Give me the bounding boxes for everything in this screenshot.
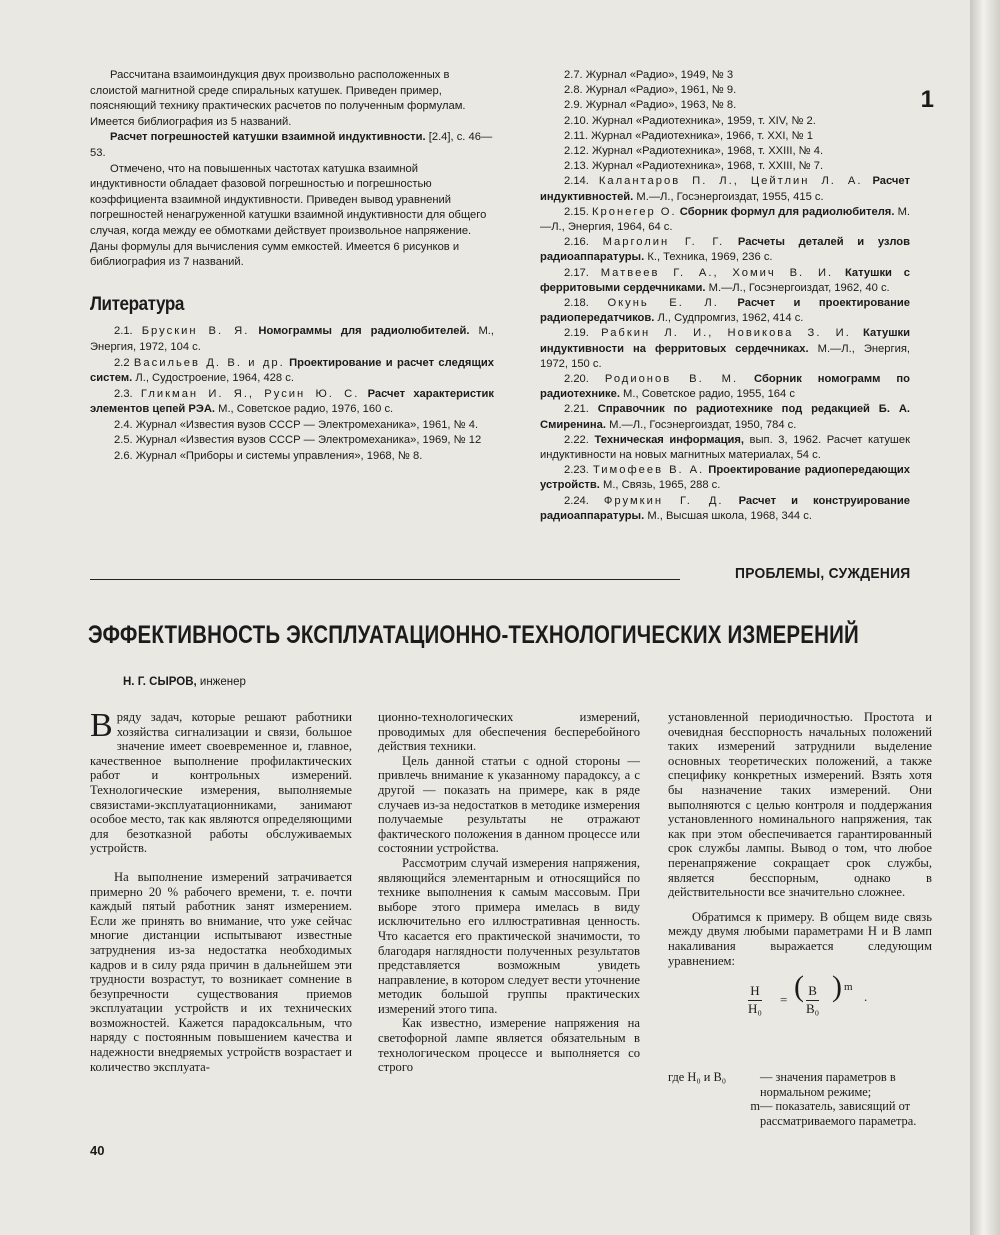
reference-title: Расчет индуктивностей. — [540, 175, 910, 203]
reference-number: 2.22. — [564, 433, 589, 446]
reference-details: Л., Судостроение, 1964, 428 с. — [132, 372, 294, 385]
reference-title: Расчет и конструирование радиоаппаратуры. — [540, 494, 911, 522]
reference-details: Журнал «Радиотехника», 1966, т. XXI, № 1 — [591, 129, 813, 142]
section-divider — [90, 579, 680, 580]
reference-title: Техническая информация, — [594, 433, 744, 446]
reference-title: Катушки с ферритовыми сердечниками. — [540, 266, 910, 294]
denominator-b0: B₀ — [806, 1000, 820, 1016]
reference-details: М., Энергия, 1972, 104 с. — [90, 325, 495, 353]
reference-item — [90, 324, 494, 355]
reference-details: М.—Л., Госэнергоиздат, 1962, 40 с. — [705, 281, 890, 294]
article-paragraph: На выполнение измерений затрачивается примерно 20 % рабочего времени, т. е. почти каждый пятый работник занят измерением. Если же принять во внимание, что уже сейчас многие дистанции испытывают известные затруднения из-за недостатка необходимых кадров и в силу ряда причин в дальнейшем эти трудности возрастут, то возникает сомнение в безупречности существования приемов эксплуатации устройств и их технических возможностей. Кажется парадоксальным, что наряду с постоянным повышением качества и надежности внедряемых устройств возрастает и количество эксплуата- — [90, 869, 352, 1074]
reference-number: 2.2 — [114, 356, 130, 369]
reference-details: Журнал «Радиотехника», 1968, т. XXIII, № 4. — [592, 145, 824, 158]
reference-details: М., Высшая школа, 1968, 344 с. — [644, 509, 812, 522]
reference-list-left — [90, 324, 494, 464]
reference-item — [540, 372, 910, 402]
reference-number: 2.15. — [564, 205, 589, 218]
reference-number: 2.6. — [114, 450, 133, 463]
reference-number: 2.17. — [564, 266, 589, 279]
page-number: 40 — [90, 1143, 105, 1158]
reference-item — [90, 387, 494, 418]
abstracts-column — [90, 68, 494, 465]
reference-item — [540, 114, 910, 129]
power-law-formula — [668, 970, 932, 1038]
page-gutter — [970, 0, 1000, 1235]
reference-title: Расчет характеристик элементов цепей РЭА. — [90, 387, 495, 416]
numerator-h: H — [748, 984, 762, 1001]
reference-number: 2.9. — [564, 99, 583, 112]
abstract-paragraph: Рассчитана взаимоиндукция двух произвольно расположенных в слоистой магнитной среде спиральных катушек. Приведен пример, поясняющий технику практических расчетов по полученным формулам. Имеется библиография из 5 названий. — [90, 69, 466, 128]
reference-number: 2.4. — [114, 418, 133, 431]
reference-details: Л., Судпромгиз, 1962, 414 с. — [654, 312, 804, 325]
reference-details: Журнал «Известия вузов СССР — Электромеханика», 1969, № 12 — [135, 434, 482, 447]
reference-details: Журнал «Радиотехника», 1968, т. XXIII, № 7. — [592, 160, 824, 173]
reference-number: 2.7. — [564, 69, 583, 81]
definition-symbols: где H₀ и B₀ — [668, 1070, 727, 1084]
formula-end-period: . — [864, 989, 868, 1005]
reference-item — [540, 296, 910, 326]
reference-details: М.—Л., Энергия, 1964, 64 с. — [540, 205, 911, 234]
reference-item — [540, 266, 910, 296]
reference-item — [540, 205, 910, 235]
reference-details: Журнал «Радио», 1961, № 9. — [585, 84, 737, 97]
paragraph-text: ряду задач, которые решают работники хозяйства сигнализации и связи, большое значение имеет своевременное и, главное, качественное выполнение профилактических работ и контрольных измерений. Технологические измерения, выполняемые связистами-эксплуатационниками, занимают особое место, так как являются определяющими для безотказной работы обслуживаемых устройств. — [90, 710, 352, 856]
reference-number: 2.1. — [114, 325, 133, 338]
reference-item — [540, 159, 910, 174]
article-paragraph: Как известно, измерение напряжения на светофорной лампе является обязательным в технологическом процессе и выполняется со строго — [378, 1016, 640, 1075]
reference-authors: Тимофеев В. А. — [592, 464, 705, 477]
article-column-2 — [378, 710, 640, 1075]
definition-row — [668, 1070, 932, 1099]
abstract-paragraph: Отмечено, что на повышенных частотах катушка взаимной индуктивности обладает фазовой погрешностью и погрешностью коэффициента взаимной индуктивности. Приведен вывод уравнений погрешностей ненагруженной катушки взаимной индуктивности для общего случая, когда между ее обмотками действует произвольное напряжение. Даны формулы для вычисления сумм емкостей. Имеется 6 рисунков и библиография из 7 названий. — [90, 162, 487, 269]
definition-text: — значения параметров в нормальном режиме; — [760, 1070, 896, 1099]
abstract-title: Расчет погрешностей катушки взаимной индуктивности. — [110, 131, 426, 144]
literature-heading: Литература — [90, 293, 184, 315]
reference-item — [540, 98, 910, 113]
reference-authors: Родионов В. М. — [604, 373, 739, 386]
reference-details: М.—Л., Госэнергоиздат, 1955, 415 с. — [633, 190, 824, 203]
definition-text: — показатель, зависящий от рассматриваемого параметра. — [760, 1099, 917, 1128]
reference-item — [540, 433, 910, 463]
reference-number: 2.3. — [114, 387, 133, 400]
definition-row — [668, 1099, 932, 1128]
article-title: ЭФФЕКТИВНОСТЬ ЭКСПЛУАТАЦИОННО-ТЕХНОЛОГИЧЕСКИХ ИЗМЕРЕНИЙ — [88, 621, 859, 649]
article-author — [123, 676, 246, 688]
reference-authors: Рабкин Л. И., Новикова З. И. — [601, 327, 851, 340]
reference-item — [90, 418, 494, 434]
reference-title: Проектирование радиопередающих устройств. — [540, 464, 911, 492]
reference-authors: Окунь Е. Л. — [607, 297, 719, 310]
reference-title: Проектирование и расчет следящих систем. — [90, 356, 494, 385]
reference-title: Сборник формул для радиолюбителя. — [679, 205, 895, 218]
abstract-entry — [90, 130, 494, 161]
reference-number: 2.21. — [564, 403, 589, 416]
reference-number: 2.20. — [564, 373, 589, 386]
reference-item — [540, 326, 910, 372]
reference-item — [540, 68, 910, 83]
reference-details: К., Техника, 1969, 236 с. — [644, 251, 773, 264]
reference-title: Справочник по радиотехнике под редакцией Б. А. Смиренина. — [540, 403, 911, 431]
reference-number: 2.10. — [564, 114, 589, 127]
reference-number: 2.24. — [564, 494, 589, 507]
denominator-h0: H₀ — [748, 1000, 762, 1016]
article-paragraph: Обратимся к примеру. В общем виде связь между двумя любыми параметрами H и B ламп накаливания выражается следующим уравнением: — [668, 909, 932, 968]
reference-authors: Васильев Д. В. и др. — [133, 356, 285, 369]
reference-item — [540, 83, 910, 98]
reference-details: вып. 3, 1962. Расчет катушек индуктивности на новых магнитных материалах, 54 с. — [540, 433, 911, 462]
reference-details: Журнал «Радиотехника», 1959, т. XIV, № 2. — [592, 114, 816, 127]
reference-authors: Гликман И. Я., Русин Ю. С. — [140, 387, 360, 400]
reference-title: Номограммы для радиолюбителей. — [258, 325, 470, 338]
reference-item — [540, 174, 910, 204]
article-paragraph: установленной периодичностью. Простота и очевидная бесспорность начальных положений таких измерений затруднили выделение основных теоретических положений, а также специфику конкретных измерений. Взять хотя бы назначение таких измерений. Они выполняются с целью контроля и поддержания установленного номинального напряжения, так как при этом обеспечивается гарантированный срок службы лампы. Вывод о том, что любое перенапряжение сокращает срок службы, является бесспорным, однако в действительности все значительно сложнее. — [668, 710, 932, 900]
reference-number: 2.14. — [564, 175, 589, 188]
fraction-b — [806, 984, 819, 1016]
exponent-m: m — [844, 981, 853, 994]
reference-item — [540, 402, 910, 432]
article-column-3 — [668, 710, 932, 1044]
reference-details: М.—Л., Энергия, 1972, 150 с. — [540, 342, 910, 370]
article-paragraph: Рассмотрим случай измерения напряжения, являющийся элементарным и относящийся по технике выполнения к самым массовым. При выборе этого примера имелась в виду исключительно его иллюстративная ценность. Что касается его практической значимости, то благодаря наглядности полученных результатов представляется возможным увидеть направление, в котором следует вести уточнение методик большой группы практических измерений этого типа. — [378, 855, 640, 1016]
reference-item — [540, 144, 910, 159]
reference-number: 2.5. — [114, 434, 133, 447]
reference-number: 2.8. — [564, 84, 583, 97]
reference-number: 2.23. — [564, 464, 589, 477]
reference-list-right — [540, 68, 910, 524]
reference-details: М., Советское радио, 1955, 164 с — [619, 388, 795, 401]
article-column-1 — [90, 707, 352, 1074]
abstract-source: [2.4], с. 46—53. — [90, 131, 493, 159]
reference-authors: Брускин В. Я. — [141, 325, 250, 338]
reference-item — [90, 449, 494, 465]
reference-authors: Фрумкин Г. Д. — [603, 494, 724, 507]
author-name: Н. Г. СЫРОВ, — [123, 676, 197, 688]
reference-number: 2.18. — [564, 297, 589, 310]
article-paragraph: Цель данной статьи с одной стороны — привлечь внимание к указанному парадоксу, а с другой — показать на примере, как в ряде случаев из-за недостатков в методике измерения получаемые результаты не отражают фактического положения в данном процессе или состоянии устройства. — [378, 753, 640, 856]
reference-authors: Калантаров П. Л., Цейтлин Л. А. — [598, 175, 863, 188]
fraction-h — [748, 984, 762, 1016]
drop-cap: В — [90, 707, 113, 744]
reference-title: Катушки индуктивности на ферритовых сердечниках. — [540, 327, 911, 355]
reference-title: Расчеты деталей и узлов радиоаппаратуры. — [540, 236, 910, 264]
reference-item — [540, 463, 910, 493]
author-role: инженер — [196, 676, 246, 688]
numerator-b: B — [806, 984, 819, 1001]
definition-symbol: m — [750, 1099, 760, 1114]
reference-item — [540, 494, 910, 524]
reference-details: Журнал «Радио», 1949, № 3 — [585, 69, 734, 81]
reference-details: Журнал «Известия вузов СССР — Электромеханика», 1961, № 4. — [135, 418, 479, 431]
reference-title: Сборник номограмм по радиотехнике. — [540, 373, 910, 401]
article-paragraph — [90, 707, 352, 856]
margin-mark: 1 — [920, 86, 934, 113]
reference-number: 2.13. — [564, 160, 589, 173]
reference-item — [90, 433, 494, 449]
right-paren: ) — [832, 970, 842, 1004]
reference-authors: Марголин Г. Г. — [602, 236, 725, 249]
reference-number: 2.19. — [564, 327, 589, 340]
reference-number: 2.12. — [564, 145, 589, 158]
reference-item — [540, 129, 910, 144]
reference-details: Журнал «Радио», 1963, № 8. — [585, 99, 737, 112]
reference-item — [90, 356, 494, 387]
reference-authors: Матвеев Г. А., Хомич В. И. — [600, 266, 834, 279]
reference-details: Журнал «Приборы и системы управления», 1968, № 8. — [135, 450, 423, 463]
left-paren: ( — [794, 970, 804, 1004]
equals-sign: = — [780, 992, 788, 1008]
reference-details: М.—Л., Госэнергоиздат, 1950, 784 с. — [606, 418, 797, 431]
reference-details: М., Связь, 1965, 288 с. — [599, 479, 721, 492]
reference-title: Расчет и проектирование радиопередатчиков. — [540, 297, 910, 325]
reference-number: 2.16. — [564, 236, 589, 249]
article-paragraph: ционно-технологических измерений, проводимых для обеспечения бесперебойного действия техники. — [378, 710, 640, 754]
formula-definitions — [668, 1070, 932, 1128]
reference-item — [540, 235, 910, 265]
reference-details: М., Советское радио, 1976, 160 с. — [215, 403, 394, 416]
reference-number: 2.11. — [564, 129, 589, 142]
section-label: ПРОБЛЕМЫ, СУЖДЕНИЯ — [735, 565, 911, 582]
reference-authors: Кронегер О. — [592, 205, 677, 218]
